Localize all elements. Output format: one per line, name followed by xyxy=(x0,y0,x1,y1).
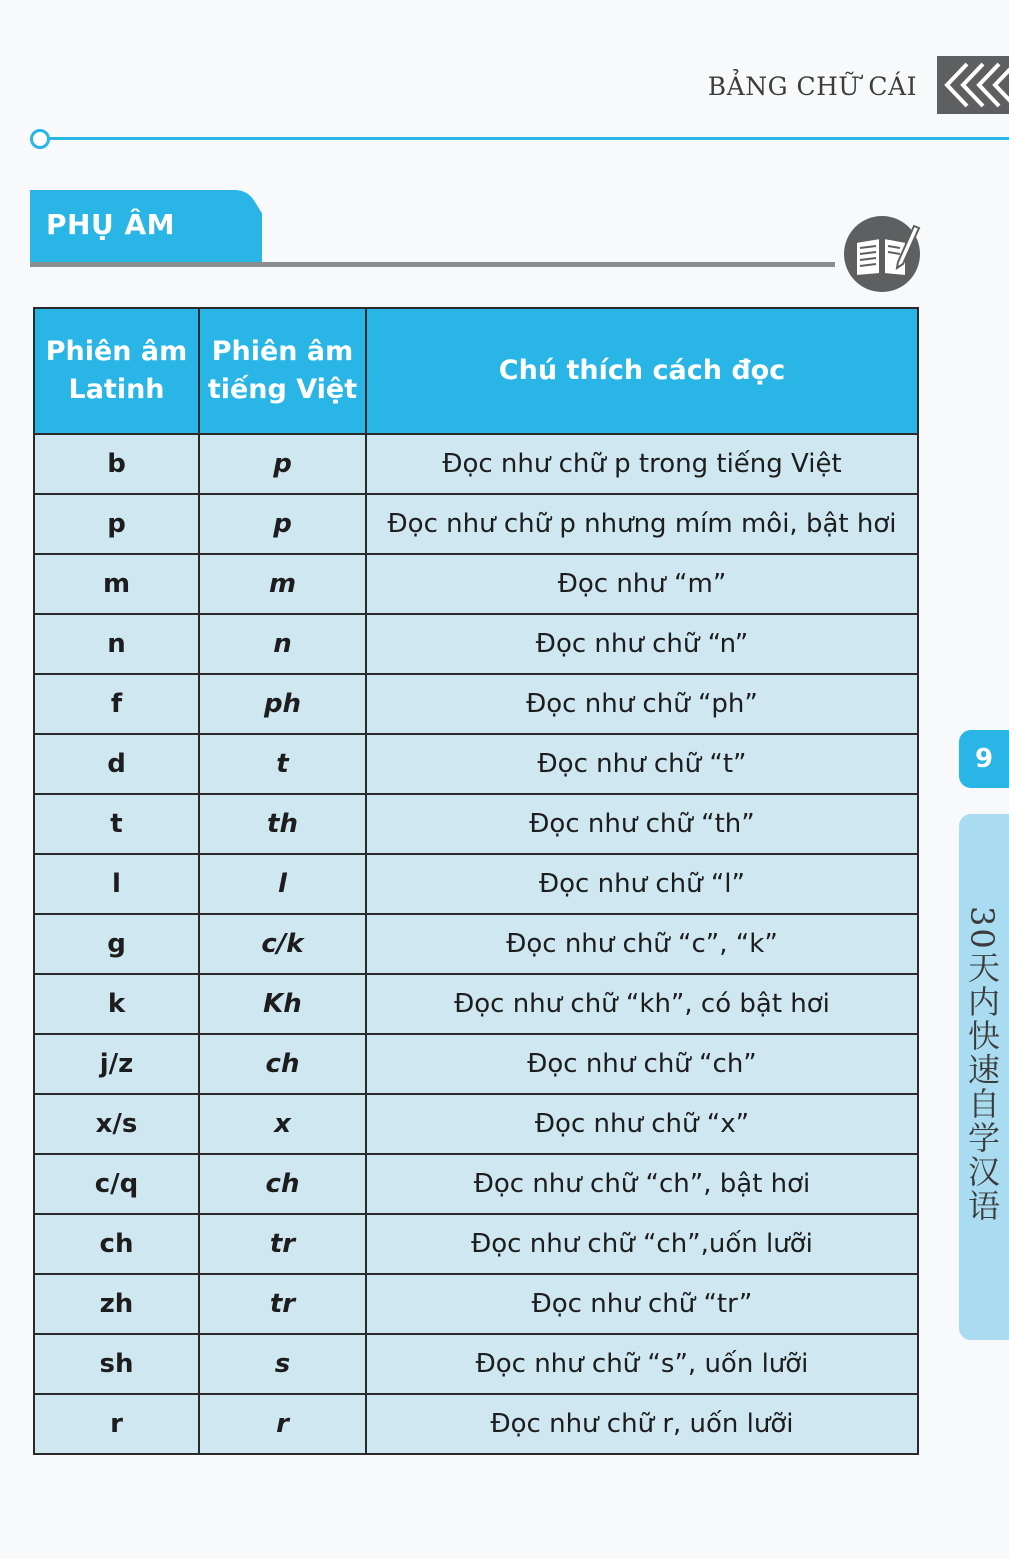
latin-cell: n xyxy=(34,614,199,674)
latin-cell: l xyxy=(34,854,199,914)
latin-cell: b xyxy=(34,434,199,494)
latin-cell: d xyxy=(34,734,199,794)
note-cell: Đọc như chữ “x” xyxy=(366,1094,918,1154)
header-rule xyxy=(40,137,1009,140)
vietnamese-cell: th xyxy=(199,794,366,854)
vietnamese-cell: s xyxy=(199,1334,366,1394)
table-row xyxy=(34,1034,918,1094)
latin-cell: p xyxy=(34,494,199,554)
latin-cell: c/q xyxy=(34,1154,199,1214)
vietnamese-cell: tr xyxy=(199,1214,366,1274)
table-row xyxy=(34,434,918,494)
page-number-tab: 9 xyxy=(959,730,1009,788)
table-row xyxy=(34,1154,918,1214)
table-row xyxy=(34,854,918,914)
table-row xyxy=(34,734,918,794)
consonant-table xyxy=(33,307,919,1455)
latin-cell: k xyxy=(34,974,199,1034)
vietnamese-cell: ch xyxy=(199,1034,366,1094)
vietnamese-cell: ph xyxy=(199,674,366,734)
table-row xyxy=(34,494,918,554)
column-header-latin xyxy=(34,308,199,434)
note-cell: Đọc như chữ “n” xyxy=(366,614,918,674)
section-rule xyxy=(30,262,835,267)
note-cell: Đọc như “m” xyxy=(366,554,918,614)
latin-cell: ch xyxy=(34,1214,199,1274)
latin-cell: r xyxy=(34,1394,199,1454)
latin-cell: f xyxy=(34,674,199,734)
note-cell: Đọc như chữ “ph” xyxy=(366,674,918,734)
vietnamese-cell: p xyxy=(199,494,366,554)
vietnamese-cell: r xyxy=(199,1394,366,1454)
table-row xyxy=(34,794,918,854)
latin-cell: zh xyxy=(34,1274,199,1334)
note-cell: Đọc như chữ “kh”, có bật hơi xyxy=(366,974,918,1034)
note-cell: Đọc như chữ “ch”, bật hơi xyxy=(366,1154,918,1214)
vietnamese-cell: tr xyxy=(199,1274,366,1334)
note-cell: Đọc như chữ p nhưng mím môi, bật hơi xyxy=(366,494,918,554)
header-line: Chú thích cách đọc xyxy=(498,355,786,386)
note-cell: Đọc như chữ “ch” xyxy=(366,1034,918,1094)
running-title: BẢNG CHỮ CÁI xyxy=(707,72,917,101)
header-dot xyxy=(30,129,50,149)
section-title: PHỤ ÂM xyxy=(46,208,175,241)
vietnamese-cell: m xyxy=(199,554,366,614)
vietnamese-cell: x xyxy=(199,1094,366,1154)
table-header-row xyxy=(34,308,918,434)
table-row xyxy=(34,1394,918,1454)
note-cell: Đọc như chữ r, uốn lưỡi xyxy=(366,1394,918,1454)
book-title: 30天内快速自学汉语 xyxy=(963,906,1001,1223)
vietnamese-cell: l xyxy=(199,854,366,914)
latin-cell: m xyxy=(34,554,199,614)
header-line: tiếng Việt xyxy=(207,374,358,405)
latin-cell: x/s xyxy=(34,1094,199,1154)
vietnamese-cell: n xyxy=(199,614,366,674)
note-cell: Đọc như chữ “ch”,uốn lưỡi xyxy=(366,1214,918,1274)
open-book-pencil-icon xyxy=(840,212,924,296)
column-header-notes xyxy=(366,308,918,434)
note-cell: Đọc như chữ “c”, “k” xyxy=(366,914,918,974)
header-line: Latinh xyxy=(68,374,165,405)
table-row xyxy=(34,1094,918,1154)
note-cell: Đọc như chữ “l” xyxy=(366,854,918,914)
table-row xyxy=(34,1274,918,1334)
column-header-vietnamese xyxy=(199,308,366,434)
vietnamese-cell: c/k xyxy=(199,914,366,974)
latin-cell: t xyxy=(34,794,199,854)
note-cell: Đọc như chữ “tr” xyxy=(366,1274,918,1334)
vietnamese-cell: Kh xyxy=(199,974,366,1034)
table-row xyxy=(34,974,918,1034)
triple-chevron-left-icon xyxy=(937,56,1009,114)
header-line: Phiên âm xyxy=(45,336,188,367)
vietnamese-cell: ch xyxy=(199,1154,366,1214)
note-cell: Đọc như chữ p trong tiếng Việt xyxy=(366,434,918,494)
vietnamese-cell: t xyxy=(199,734,366,794)
latin-cell: sh xyxy=(34,1334,199,1394)
header-line: Phiên âm xyxy=(211,336,354,367)
table-row xyxy=(34,614,918,674)
note-cell: Đọc như chữ “s”, uốn lưỡi xyxy=(366,1334,918,1394)
table-row xyxy=(34,674,918,734)
table-row xyxy=(34,914,918,974)
note-cell: Đọc như chữ “t” xyxy=(366,734,918,794)
table-row xyxy=(34,1334,918,1394)
vietnamese-cell: p xyxy=(199,434,366,494)
latin-cell: g xyxy=(34,914,199,974)
table-row xyxy=(34,1214,918,1274)
latin-cell: j/z xyxy=(34,1034,199,1094)
table-row xyxy=(34,554,918,614)
note-cell: Đọc như chữ “th” xyxy=(366,794,918,854)
